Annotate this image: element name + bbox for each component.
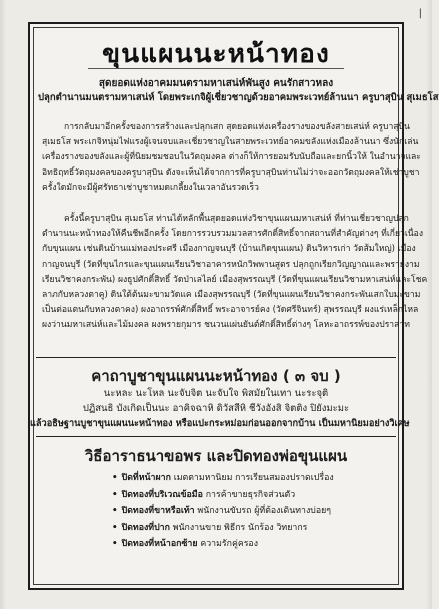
- paragraph-2-line: เป็นต่อแตนกับหลวงตาคง) ผงอาถรรพ์ศักดิ์สิทธิ์ พระอาจารย์คง (วัดศรีจินทร์) สุพรรณบุรี ผงแร่เหล็กไหล: [42, 305, 419, 316]
- method-steps-list: [112, 470, 390, 553]
- title-divider: [88, 68, 344, 69]
- method-step: [112, 520, 390, 537]
- paragraph-2-line: กาญจนบุรี (วัดที่ขุนไกรและขุนแผนเรียนวิชาอาคารหนักวิพพานสูตร ปลุกถูกเรียกวิญญาณและพรายงาม: [42, 259, 420, 270]
- paragraph-1-line: สุเมธโส พระเกจิหนุ่มไฟแรงผู้เจนจบและเชี่ยวชาญในสายพระเวทย์อาคมขลังแห่งเมืองล้านนา ซึ่งนักเล่น: [42, 137, 419, 148]
- paragraph-1: [42, 120, 421, 196]
- method-step: [112, 470, 390, 487]
- method-step-text: พนักงานขับรถ ผู้ที่ต้องเดินทางบ่อยๆ: [197, 506, 331, 516]
- section-divider-top: [36, 357, 396, 358]
- kata-title: คาถาบูชาขุนแผนนะหน้าทอง ( ๓ จบ ): [91, 367, 341, 385]
- kata-line: ปฏิสนธิ บังเกิดเป็นนะ อาคิจฉาหิ ดิวัสสีหิ ชีวังอังสิ จิตติง ปิยังมะมะ: [82, 403, 350, 414]
- paragraph-1-line: เครื่องรางของขลังและผู้ที่นิยมชมชอบในวัตถุมงคล ต่างก็ให้การยอมรับนับถือและยกนิ้วให้ ในอำนาจและ: [42, 152, 421, 163]
- method-step-text: ความรักคู่ครอง: [200, 539, 259, 549]
- corner-mark: |: [418, 8, 422, 19]
- method-step-head: ปิดทองที่หน้าอกซ้าย: [121, 539, 198, 549]
- paragraph-2-line: ผงว่านมหาเสน่ห์และไม้มงคล ผงพรายกุมาร ชนวนแผ่นยันต์ศักดิ์สิทธิ์ต่างๆ โลหะอาถรรพ์ของปราสาท: [42, 320, 410, 331]
- kata-instruction: แล้วอธิษฐานบูชาขุนแผนนะหน้าทอง หรือแปะกระหม่อมก่อนออกจากบ้าน เป็นมหานิยมอย่างวิเศษ: [30, 418, 410, 429]
- paragraph-2-line: กับขุนแผน เช่นดินบ้านแม่ทองประศรี เมืองกาญจนบุรี (บ้านเกิดขุนแผน) ดินวิหารเก่า วัดส้มใหญ่) เมือง: [42, 244, 416, 255]
- method-title: วิธีอาราธนาขอพร และปิดทองพ่อขุนแผน: [84, 447, 348, 465]
- method-step-text: พนักงานขาย พิธีกร นักร้อง วิทยากร: [172, 522, 308, 533]
- method-step: [112, 487, 390, 504]
- bullet-icon: •: [112, 506, 118, 516]
- method-step-head: ปิดทองที่ขาหรือเท้า: [121, 506, 195, 516]
- bullet-icon: •: [112, 522, 118, 533]
- bullet-icon: •: [112, 539, 118, 549]
- method-step: [112, 536, 390, 553]
- method-step-text: เมตตามหานิยม การเรียนสมองปราดเปรื่อง: [173, 473, 334, 483]
- paragraph-2-line: เรียนวิชาคงกระพัน) ผงธูปศักดิ์สิทธิ์ วัดป่าเลไลย์ เมืองสุพรรณบุรี (วัดที่ขุนแผนเรียนวิชามหาเสน่ห์และโชค: [42, 274, 428, 285]
- subtitle-1: สุดยอดแห่งอาคมมนตรามหาเสน่ห์พันสูง คนรักสาวหลง: [98, 78, 334, 89]
- paragraph-2: [42, 212, 428, 334]
- paragraph-1-line: การกลับมาอีกครั้งของการสร้างและปลุกเสก สุดยอดแห่งเครื่องรางของขลังสายเสน่ห์ ครูบาสุบิน: [64, 122, 410, 132]
- paragraph-1-line: ครั้งใดมักจะมีผู้ศรัทธาเช่าบูชาหมดเกลี้ยงในเวลาอันรวดเร็ว: [42, 182, 259, 193]
- method-step: [112, 503, 390, 520]
- kata-line: นะหละ นะโหล นะจับจิต นะจับใจ พิสมัยในเทา นะระจุติ: [103, 388, 329, 399]
- section-divider-bottom: [36, 436, 396, 437]
- method-step-head: ปิดทองที่บริเวณข้อมือ: [121, 489, 203, 500]
- subtitle-2: ปลุกตำนานมนตรามหาเสน่ห์ โดยพระเกจิผู้เชี่ยวชาญด้วยอาคมพระเวทย์ล้านนา ครูบาสุบิน สุเมธโส: [38, 92, 439, 103]
- method-step-text: การค้าขายธุรกิจส่วนตัว: [205, 489, 296, 500]
- document-title: ขุนแผนนะหน้าทอง: [102, 39, 330, 68]
- document-frame: [28, 22, 439, 590]
- method-step-head: ปิดที่หน้าผาก: [121, 473, 171, 483]
- paragraph-2-line: ตำนานนะหน้าทองให้คืนชีพอีกครั้ง โดยการรวบรวมมวลสารศักดิ์สิทธิ์จากสถานที่สำคัญต่างๆ ที่เกี่ยวเนื่อง: [42, 229, 424, 240]
- paragraph-1-line: อิทธิฤทธิ์วัตถุมงคลของครูบาสุบิน ดังจะเห็นได้จากการที่ครูบาสุบินท่านไม่ว่าจะออกวัตถุมงคลให้เช่าบูชา: [42, 167, 420, 178]
- bullet-icon: •: [112, 489, 118, 500]
- paragraph-2-line: ลาภกับหลวงตาคู) ดินใต้ต้นมะขามวัดแค เมืองสุพรรณบุรี (วัดที่ขุนแผนเรียนวิชาคงกระพันเสกใบมะขาม: [42, 290, 421, 301]
- method-step-head: ปิดทองที่ปาก: [121, 522, 170, 533]
- paragraph-2-line: ครั้งนี้ครูบาสุบิน สุเมธโส ท่านได้หลักพื้นสุดยอดแห่งวิชาขุนแผนมหาเสน่ห์ ที่ท่านเชี่ยวชาญปลุก: [64, 214, 409, 224]
- bullet-icon: •: [112, 473, 118, 483]
